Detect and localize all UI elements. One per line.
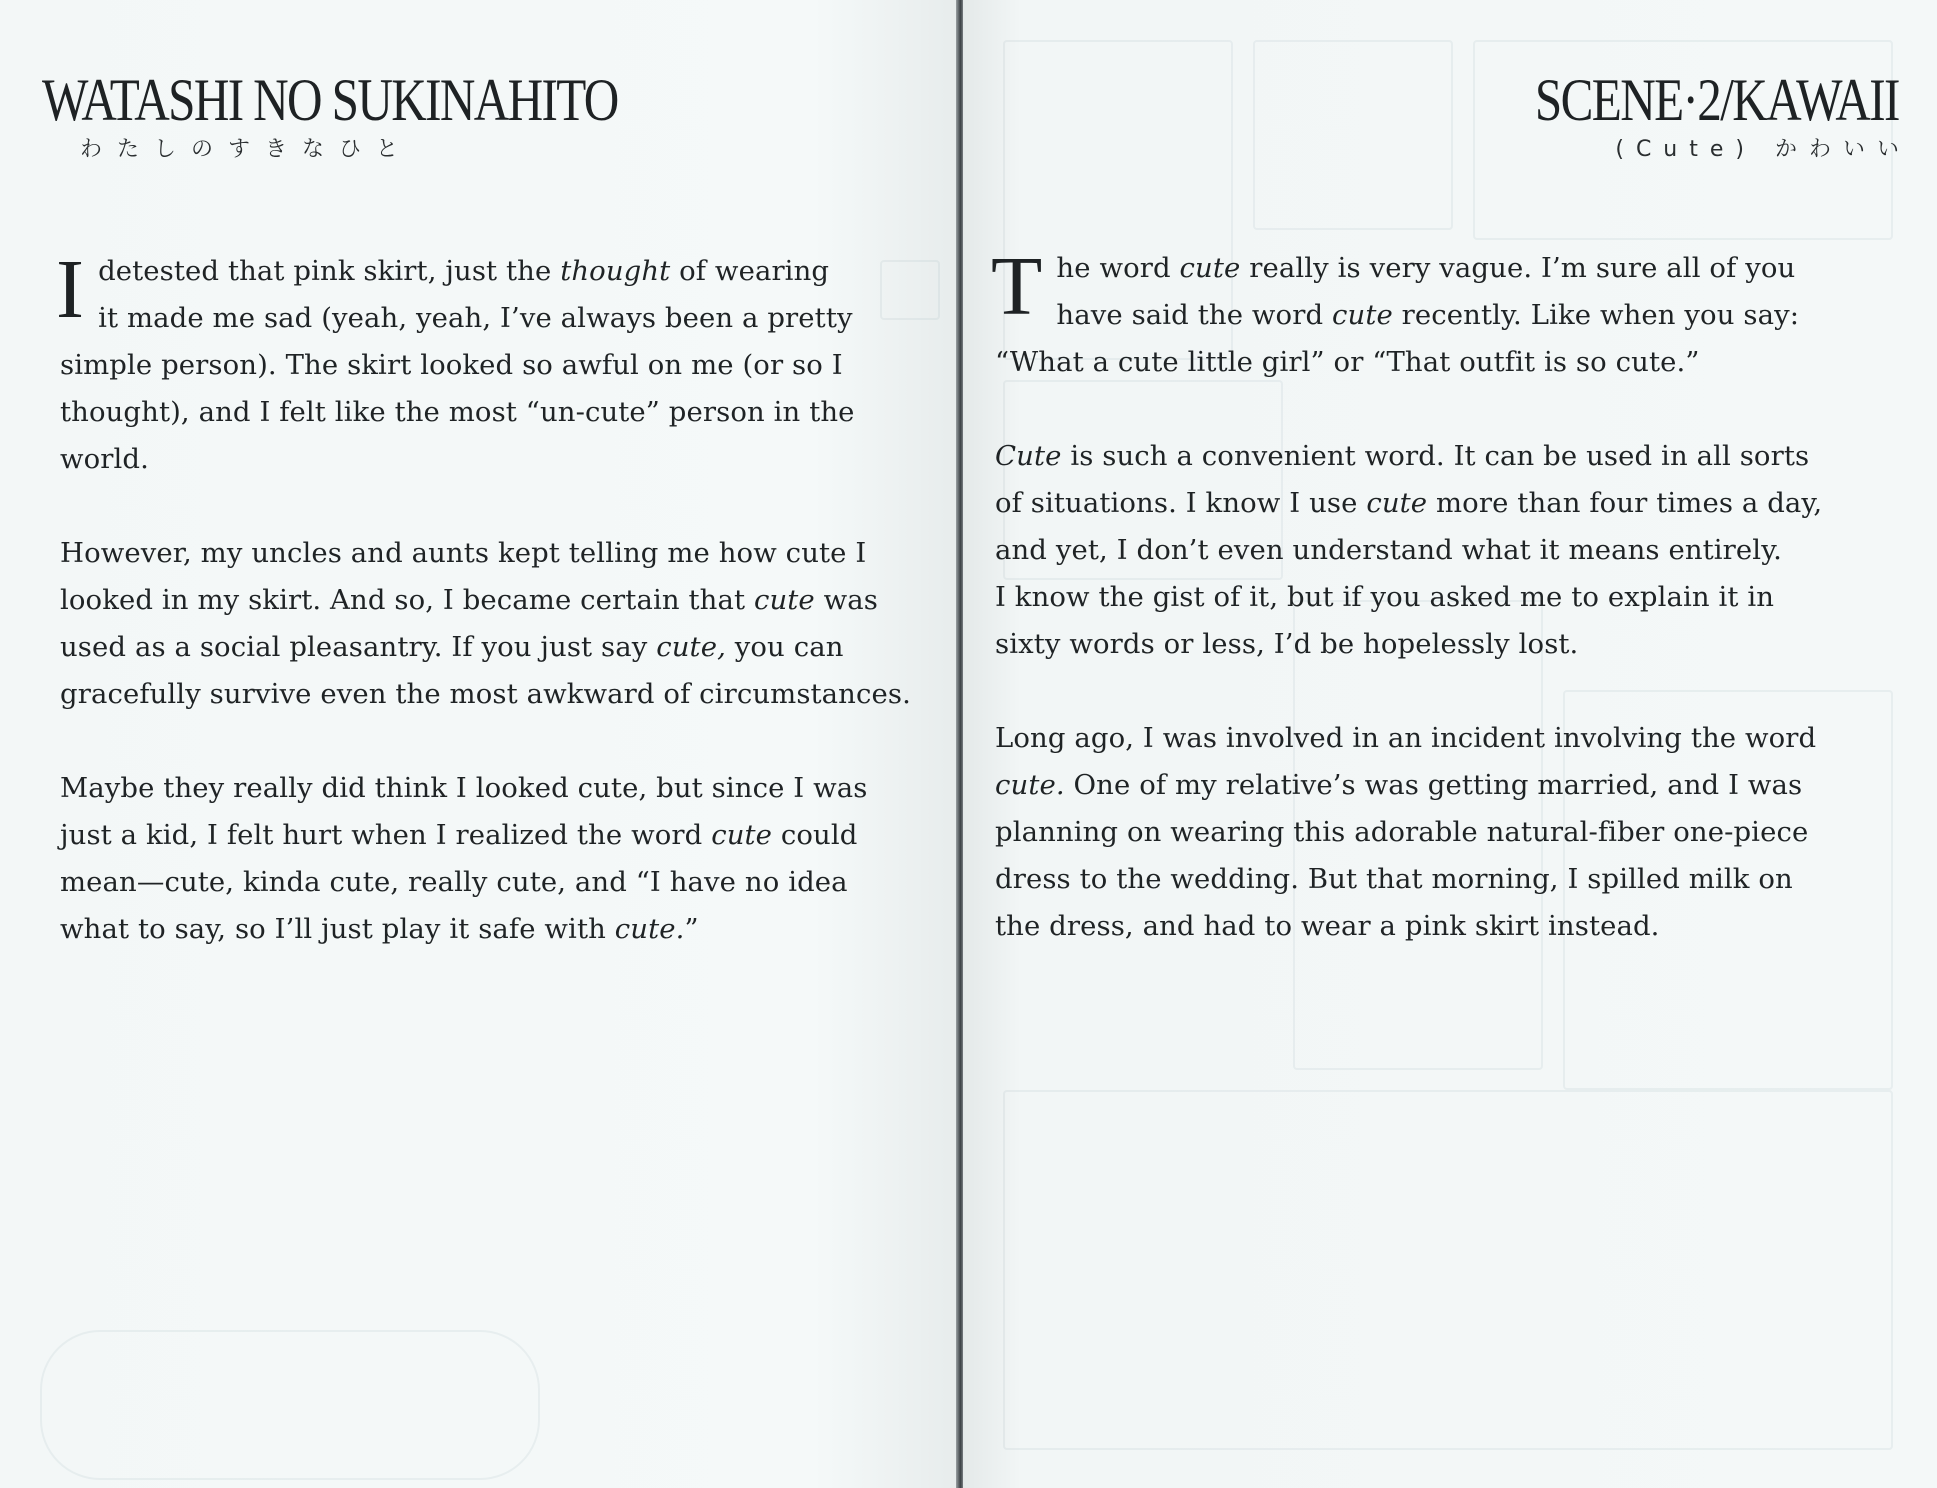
paragraph <box>60 530 930 718</box>
paragraph <box>991 240 1895 386</box>
text-run: what to say, so I’ll just play it safe with <box>60 913 615 945</box>
text-line <box>995 292 1895 339</box>
text-run: Long ago, I was involved in an incident involving the word <box>995 722 1817 754</box>
text-line <box>60 906 930 953</box>
book-title-kana: わたしのすきなひと <box>80 137 414 162</box>
italic-text: cute, <box>656 631 726 663</box>
italic-text: cute <box>1366 487 1428 519</box>
paragraph <box>60 765 930 953</box>
text-run: recently. Like when you say: <box>1392 299 1800 331</box>
italic-text: cute <box>1332 299 1393 331</box>
paragraph <box>995 715 1895 950</box>
text-run: is such a convenient word. It can be used in all sorts <box>1061 440 1810 472</box>
italic-text: cute. <box>614 913 685 945</box>
text-line <box>995 809 1895 856</box>
text-run: dress to the wedding. But that morning, I spilled milk on <box>995 863 1793 895</box>
text-line <box>995 245 1895 292</box>
text-run: gracefully survive even the most awkward of circumstances. <box>60 678 911 710</box>
text-run: looked in my skirt. And so, I became certain that <box>60 584 754 616</box>
text-run: used as a social pleasantry. If you just say <box>60 631 657 663</box>
italic-text: cute <box>753 584 815 616</box>
text-line <box>60 859 930 906</box>
text-line <box>60 530 930 577</box>
text-run: sixty words or less, I’d be hopelessly lost. <box>995 628 1579 660</box>
text-run: just a kid, I felt hurt when I realized the word <box>60 819 712 851</box>
text-line <box>995 621 1895 668</box>
text-line <box>995 480 1895 527</box>
text-run: mean—cute, kinda cute, really cute, and “I have no idea <box>60 866 848 898</box>
italic-text: cute <box>1179 252 1241 284</box>
text-line <box>60 295 930 342</box>
italic-text: cute <box>711 819 773 851</box>
text-line <box>995 856 1895 903</box>
text-run: planning on wearing this adorable natural-fiber one-piece <box>995 816 1809 848</box>
text-line <box>60 342 930 389</box>
text-line <box>60 624 930 671</box>
italic-text: Cute <box>995 440 1062 472</box>
text-run: One of my relative’s was getting married, and I was <box>1064 769 1803 801</box>
paragraph <box>995 433 1895 668</box>
text-run: he word <box>1056 252 1180 284</box>
chapter-title: SCENE·2/KAWAII <box>1535 67 1899 133</box>
text-line <box>60 389 930 436</box>
text-run: and yet, I don’t even understand what it means entirely. <box>995 534 1783 566</box>
text-line <box>995 339 1895 386</box>
text-run: detested that pink skirt, just the <box>98 255 561 287</box>
text-run: could <box>772 819 858 851</box>
text-run: really is very vague. I’m sure all of you <box>1240 252 1796 284</box>
text-run: of situations. I know I use <box>995 487 1367 519</box>
text-run: Maybe they really did think I looked cute, but since I was <box>60 772 868 804</box>
text-run: have said the word <box>1056 299 1332 331</box>
left-page <box>0 0 958 1488</box>
text-line <box>995 762 1895 809</box>
text-line <box>995 527 1895 574</box>
text-run: “What a cute little girl” or “That outfit is so cute.” <box>995 346 1700 378</box>
text-line <box>60 671 930 718</box>
text-run: more than four times a day, <box>1427 487 1823 519</box>
italic-text: cute. <box>995 769 1065 801</box>
text-line <box>60 248 930 295</box>
text-run: world. <box>60 443 149 475</box>
drop-cap: I <box>56 243 85 336</box>
text-run: the dress, and had to wear a pink skirt instead. <box>995 910 1660 942</box>
text-line <box>60 765 930 812</box>
chapter-subtitle: (Cute) かわいい <box>1615 137 1911 162</box>
text-run: was <box>814 584 878 616</box>
text-run: However, my uncles and aunts kept telling me how cute I <box>60 537 867 569</box>
text-run: I know the gist of it, but if you asked me to explain it in <box>995 581 1775 613</box>
right-body-text <box>991 240 1895 950</box>
text-run: of wearing <box>670 255 830 287</box>
right-page <box>963 0 1937 1488</box>
left-body-text <box>56 243 930 953</box>
text-run: simple person). The skirt looked so awful on me (or so I <box>60 349 843 381</box>
text-line <box>995 903 1895 950</box>
text-line <box>60 812 930 859</box>
text-line <box>60 436 930 483</box>
text-run: ” <box>684 913 699 945</box>
text-line <box>60 577 930 624</box>
text-run: you can <box>725 631 844 663</box>
text-line <box>995 715 1895 762</box>
text-run: thought), and I felt like the most “un-cute” person in the <box>60 396 855 428</box>
text-line <box>995 433 1895 480</box>
text-line <box>995 574 1895 621</box>
paragraph <box>56 243 930 483</box>
italic-text: thought <box>560 255 671 287</box>
text-run: it made me sad (yeah, yeah, I’ve always been a pretty <box>98 302 853 334</box>
book-title: WATASHI NO SUKINAHITO <box>42 67 618 133</box>
drop-cap: T <box>991 240 1043 333</box>
